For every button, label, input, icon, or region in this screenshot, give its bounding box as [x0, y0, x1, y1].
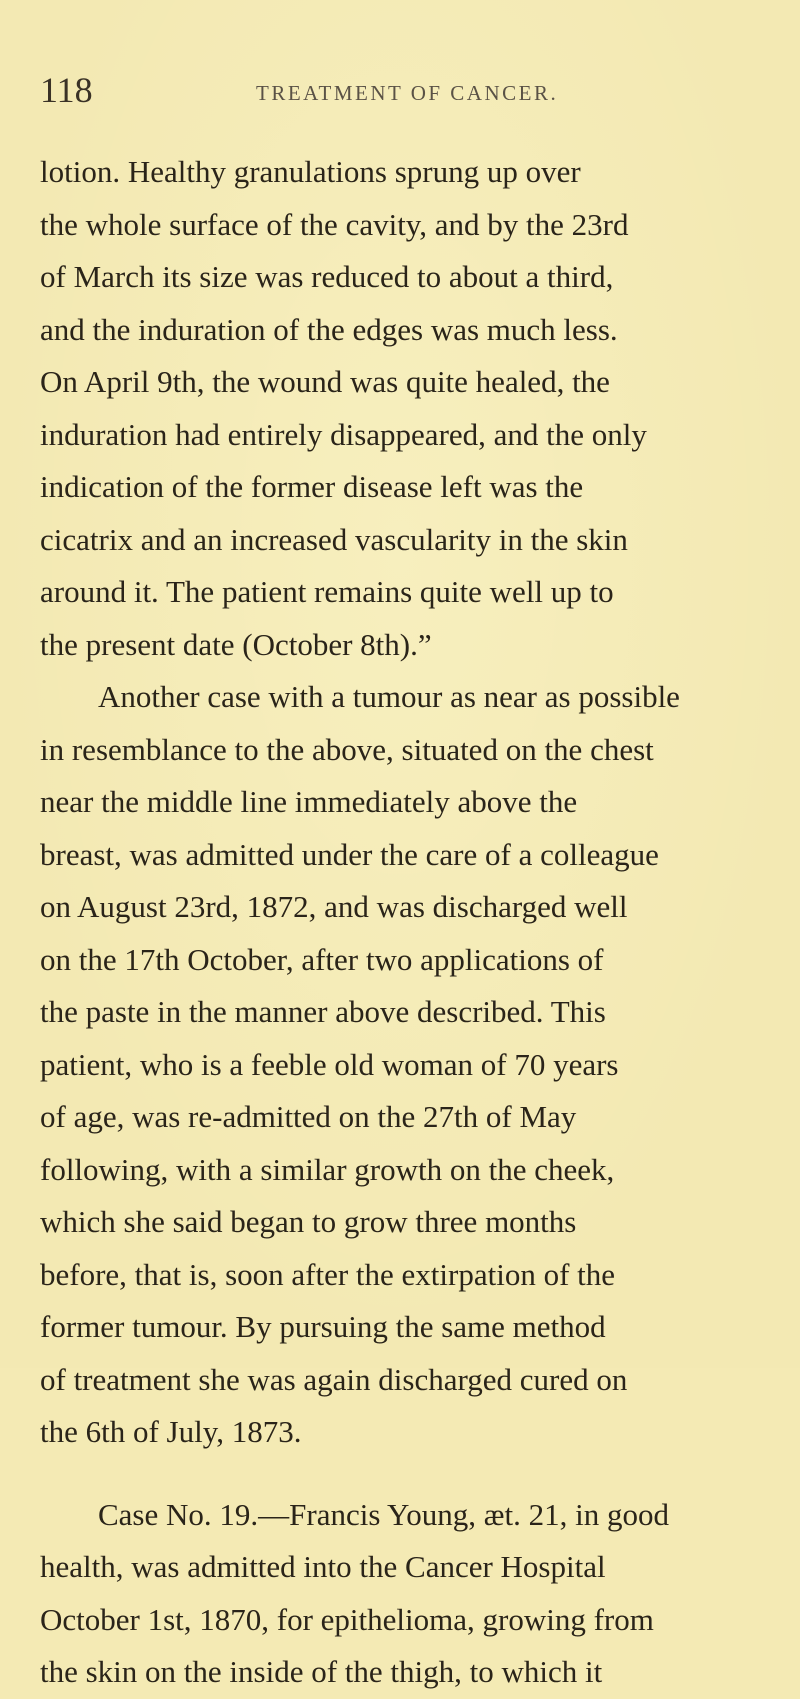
text-line: around it. The patient remains quite well up to [40, 574, 614, 609]
text-line: induration had entirely disappeared, and the only [40, 416, 647, 452]
text-line: the 6th of July, 1873. [40, 1414, 302, 1449]
text-line: the present date (October 8th).” [40, 626, 432, 662]
text-line: of age, was re-admitted on the 27th of May [40, 1099, 577, 1134]
text-line: cicatrix and an increased vascularity in the skin [40, 521, 628, 557]
text-line: of March its size was reduced to about a third, [40, 259, 614, 294]
case-heading-line: Case No. 19.—Francis Young, æt. 21, in good [98, 1496, 669, 1532]
paragraph-case-19 [40, 1489, 772, 1699]
text-line: and the induration of the edges was much less. [40, 311, 618, 347]
paragraph-another-case [40, 671, 772, 1459]
text-line: indication of the former disease left was the [40, 469, 584, 504]
text-line: the paste in the manner above described. This [40, 994, 606, 1029]
text-line: which she said began to grow three months [40, 1204, 577, 1239]
text-line: former tumour. By pursuing the same method [40, 1309, 606, 1344]
text-line: the whole surface of the cavity, and by the 23rd [40, 206, 629, 242]
text-line: Another case with a tumour as near as possible [98, 679, 680, 714]
text-line: of treatment she was again discharged cured on [40, 1361, 628, 1397]
text-line: health, was admitted into the Cancer Hospital [40, 1549, 606, 1584]
text-line: On April 9th, the wound was quite healed, the [40, 364, 610, 399]
text-line: breast, was admitted under the care of a colleague [40, 836, 659, 872]
running-head [40, 70, 760, 110]
running-title: TREATMENT OF CANCER. [256, 81, 559, 105]
paragraph-gap [40, 1459, 772, 1489]
text-line: near the middle line immediately above the [40, 784, 578, 819]
text-line: October 1st, 1870, for epithelioma, growing from [40, 1601, 654, 1637]
page-number: 118 [40, 70, 93, 110]
text-line: on August 23rd, 1872, and was discharged well [40, 889, 628, 924]
text-line: lotion. Healthy granulations sprung up over [40, 154, 581, 189]
text-line: the skin on the inside of the thigh, to which it [40, 1654, 603, 1689]
text-line: in resemblance to the above, situated on the chest [40, 731, 654, 767]
text-line: before, that is, soon after the extirpation of the [40, 1256, 616, 1292]
text-line: patient, who is a feeble old woman of 70 years [40, 1046, 619, 1082]
body-text [40, 146, 772, 1699]
text-line: on the 17th October, after two applications of [40, 941, 604, 977]
text-line: following, with a similar growth on the cheek, [40, 1151, 615, 1187]
paragraph-continuation [40, 146, 772, 671]
